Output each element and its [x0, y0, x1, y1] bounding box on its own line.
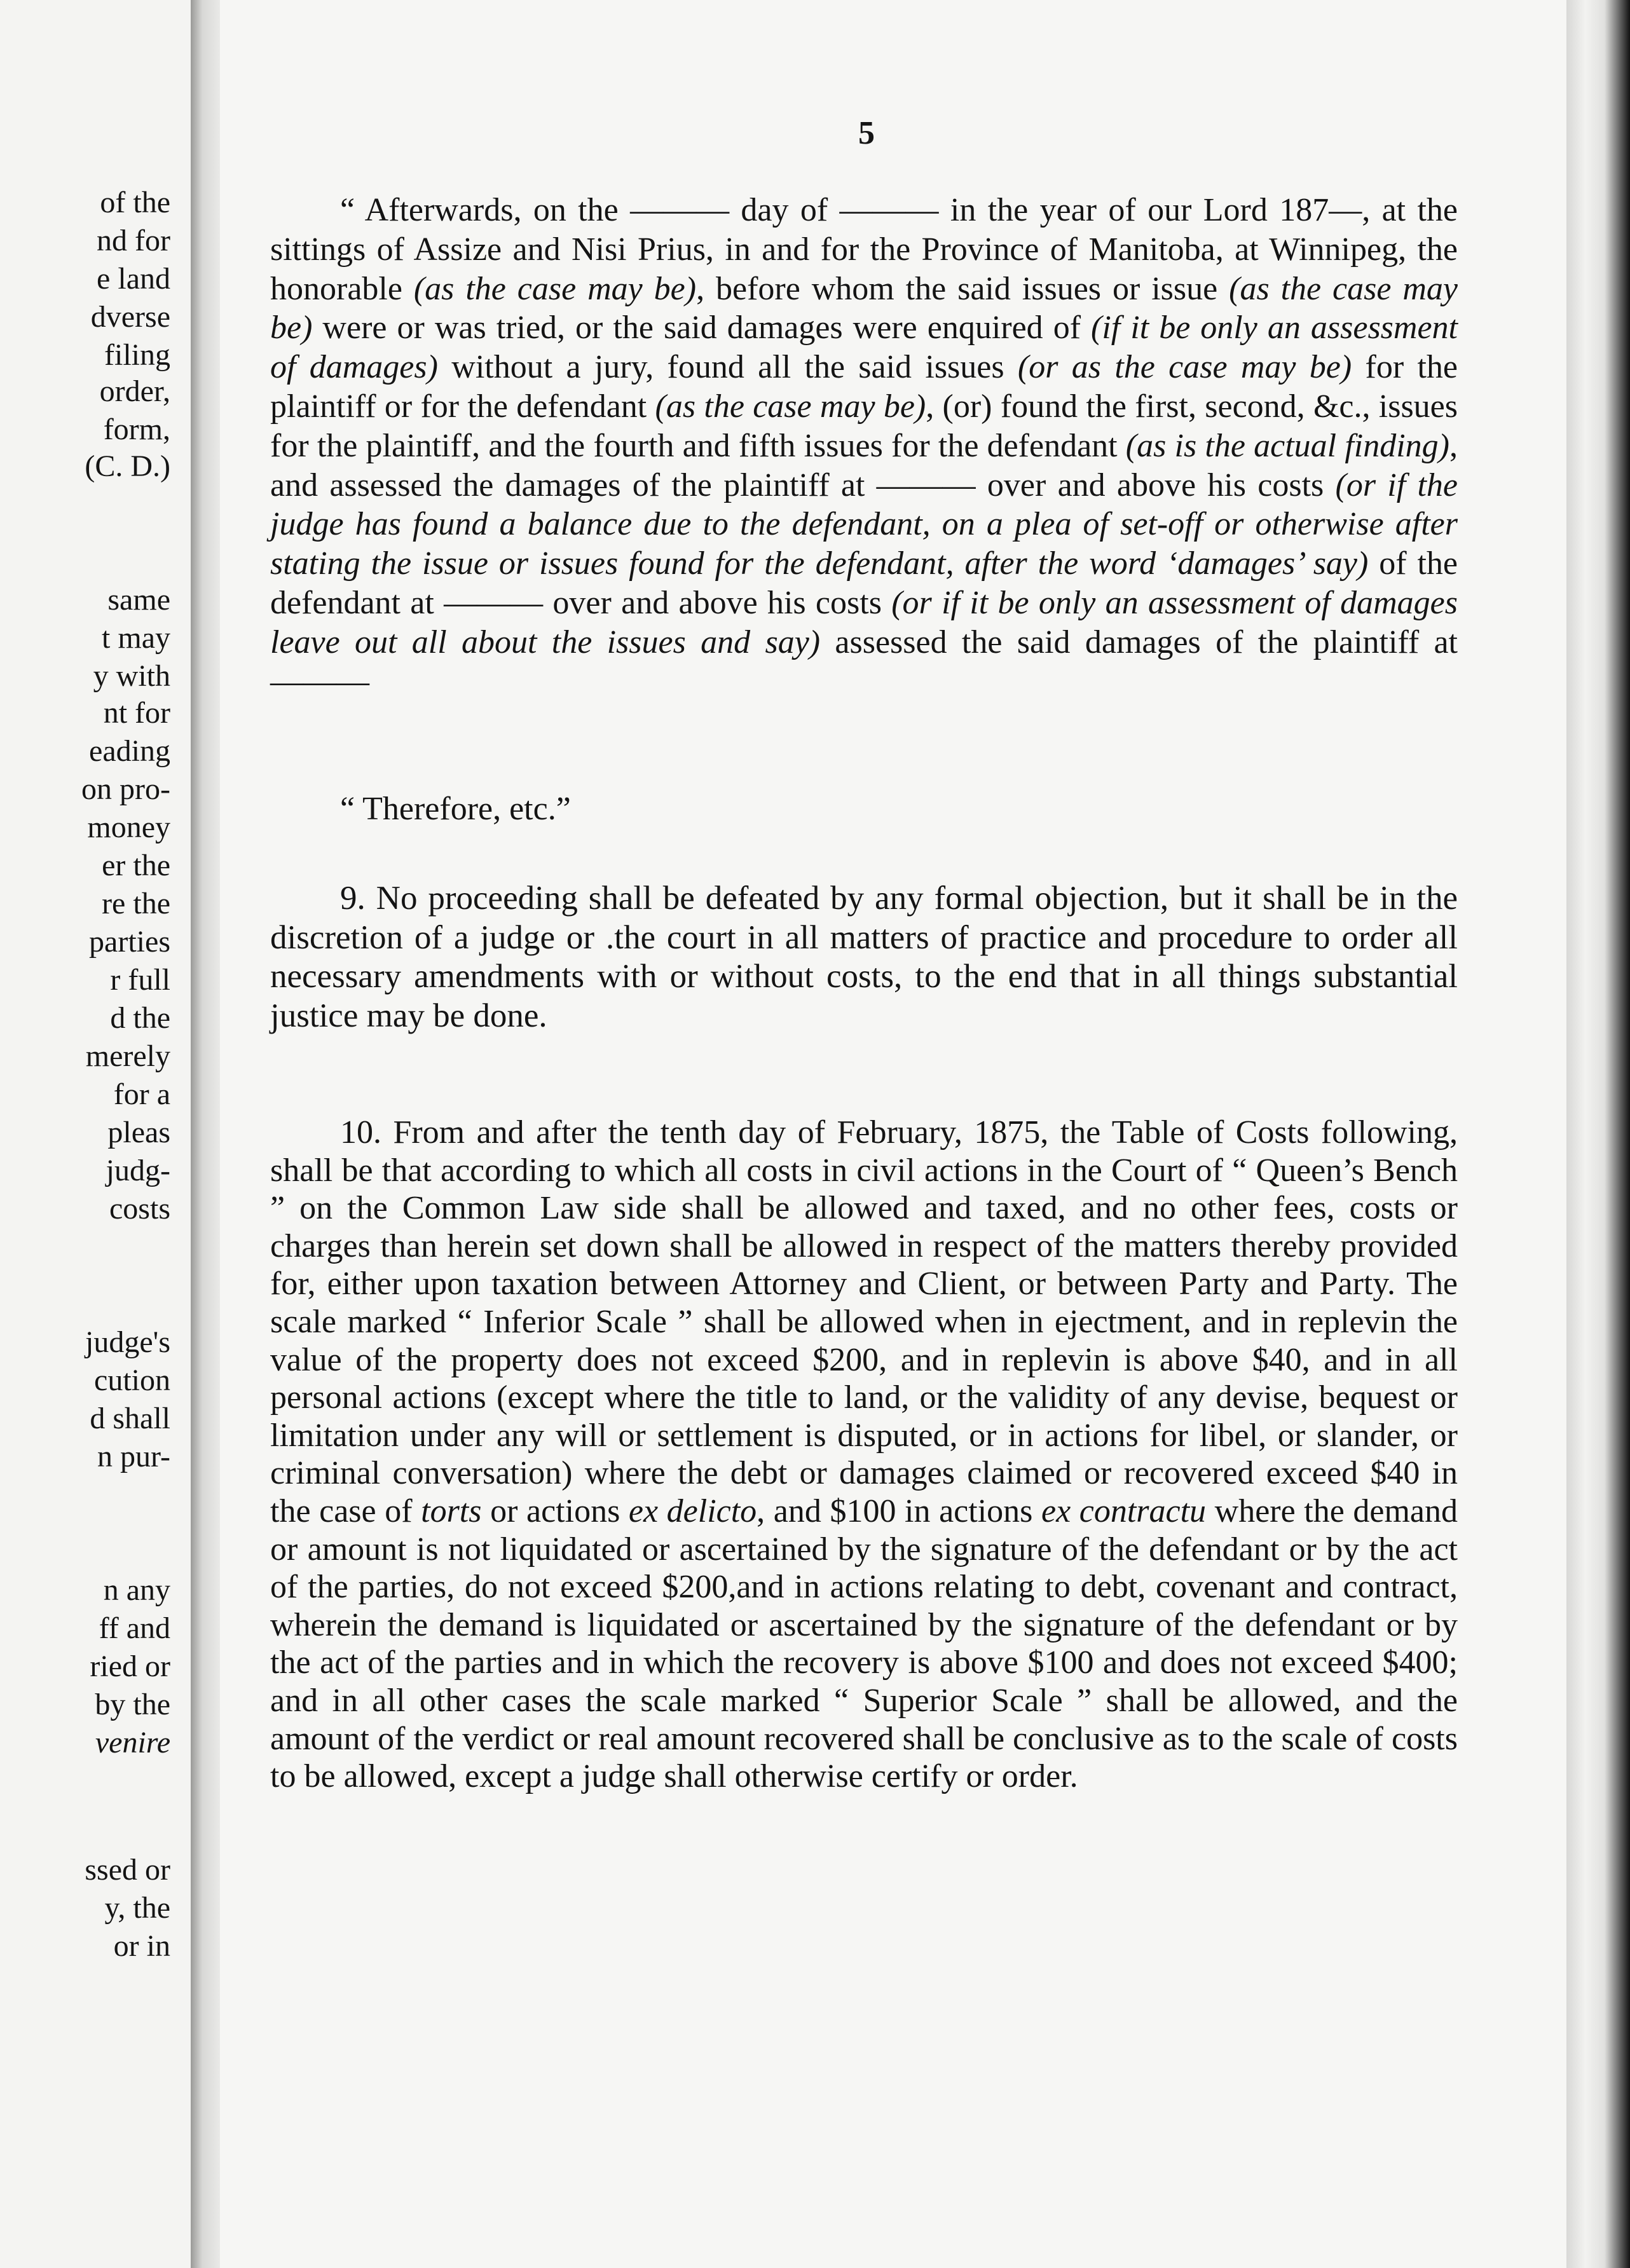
therefore-line: “ Therefore, etc.”	[340, 791, 571, 827]
left-page-fragment: judg-	[106, 1154, 170, 1187]
left-page-fragment: er the	[102, 849, 170, 882]
left-page-fragment: re the	[102, 887, 170, 920]
left-page-fragment: nt for	[103, 696, 170, 730]
left-page-fragment: dverse	[90, 300, 170, 334]
left-page-fragment: d shall	[90, 1402, 170, 1435]
right-page-edge	[1566, 0, 1630, 2268]
left-page-fragment: venire	[95, 1726, 170, 1759]
form-quote-paragraph	[270, 191, 1458, 701]
left-page-edge	[0, 0, 191, 2268]
left-page-fragment: pleas	[107, 1116, 170, 1149]
left-page-fragment: judge's	[85, 1325, 170, 1359]
left-page-fragment: merely	[85, 1039, 170, 1073]
left-page-fragment: e land	[97, 262, 170, 296]
left-page-fragment: on pro-	[81, 772, 170, 806]
left-page-fragment: y, the	[104, 1891, 170, 1925]
left-page-fragment: ssed or	[85, 1853, 170, 1887]
section-9-paragraph	[270, 879, 1458, 1036]
page-number: 5	[858, 115, 875, 151]
left-page-fragment: (C. D.)	[85, 449, 170, 483]
left-page-fragment: d the	[110, 1001, 170, 1035]
left-page-fragment: parties	[89, 925, 170, 959]
left-page-fragment: n pur-	[97, 1440, 170, 1473]
left-page-fragment: y with	[93, 659, 170, 693]
left-page-fragment: by the	[95, 1688, 170, 1721]
left-page-fragment: money	[87, 810, 170, 844]
left-page-fragment: form,	[103, 413, 170, 446]
left-page-fragment: or in	[113, 1929, 170, 1963]
left-page-fragment: nd for	[97, 224, 170, 257]
left-page-fragment: ff and	[99, 1611, 170, 1645]
left-page-fragment: of the	[100, 186, 170, 219]
left-page-fragment: t may	[102, 621, 170, 655]
left-page-fragment: order,	[99, 374, 170, 408]
left-page-fragment: filing	[104, 338, 170, 372]
left-page-fragment: same	[107, 583, 170, 617]
section-10-paragraph	[270, 1114, 1458, 1796]
left-page-fragment: cution	[94, 1363, 170, 1397]
left-page-fragments	[0, 0, 191, 2268]
book-gutter	[191, 0, 220, 2268]
left-page-fragment: n any	[103, 1573, 170, 1607]
left-page-fragment: costs	[109, 1192, 170, 1226]
left-page-fragment: for a	[113, 1077, 170, 1111]
section-9-text: 9. No proceeding shall be defeated by any formal objection, but it shall be in the discretion of a judge or .the court in all matters of practice and procedure to order all necessary amendments with or without costs, to the end that in all things substantial justice may be done.	[270, 880, 1458, 1035]
left-page-fragment: ried or	[90, 1650, 170, 1683]
left-page-fragment: eading	[89, 734, 170, 768]
left-page-fragment: r full	[110, 963, 170, 997]
quote-text: “ Afterwards, on the ——— day of ——— in the year of our Lord 187—, at the sittings of Assize and Nisi Prius, in and for the Province of Manitoba, at Winnipeg, the honorable (as the case may be), before whom the said issues or issue (as the case may be) were or was tried, or the said damages were enquired of (if it be only an assessment of damages) without a jury, found all the said issues (or as the case may be) for the plaintiff or for the defendant (as the case may be), (or) found the first, second, &c., issues for the plaintiff, and the fourth and fifth issues for the defendant (as is the actual finding), and assessed the damages of the plaintiff at ——— over and above his costs (or if the judge has found a balance due to the defendant, on a plea of set-off or otherwise after stating the issue or issues found for the defendant, after the word ‘damages’ say) of the defendant at ——— over and above his costs (or if it be only an assessment of damages leave out all about the issues and say) assessed the said damages of the plaintiff at ———	[270, 192, 1458, 700]
section-10-text: 10. From and after the tenth day of February, 1875, the Table of Costs following, shall be that according to which all costs in civil actions in the Court of “ Queen’s Bench ” on the Common Law side shall be allowed and taxed, and no other fees, costs or charges than herein set down shall be allowed in respect of the matters thereby provided for, either upon taxation between Attorney and Client, or between Party and Party. The scale marked “ Inferior Scale ” shall be allowed when in ejectment, and in replevin the value of the property does not exceed $200, and in replevin is above $40, and in all personal actions (except where the title to land, or the validity of any devise, bequest or limitation under any will or settlement is disputed, or in actions for libel, or slander, or criminal conversation) where the debt or damages claimed or recovered exceed $40 in the case of torts or actions ex delicto, and $100 in actions ex contractu where the demand or amount is not liquidated or ascertained by the signature of the defendant or by the act of the parties, do not exceed $200,and in actions relating to debt, covenant and contract, wherein the demand is liquidated or ascertained by the signature of the defendant or by the act of the parties and in which the recovery is above $100 and does not exceed $400; and in all other cases the scale marked “ Superior Scale ” shall be allowed, and the amount of the verdict or real amount recovered shall be conclusive as to the scale of costs to be allowed, except a judge shall otherwise certify or order.	[270, 1114, 1458, 1795]
